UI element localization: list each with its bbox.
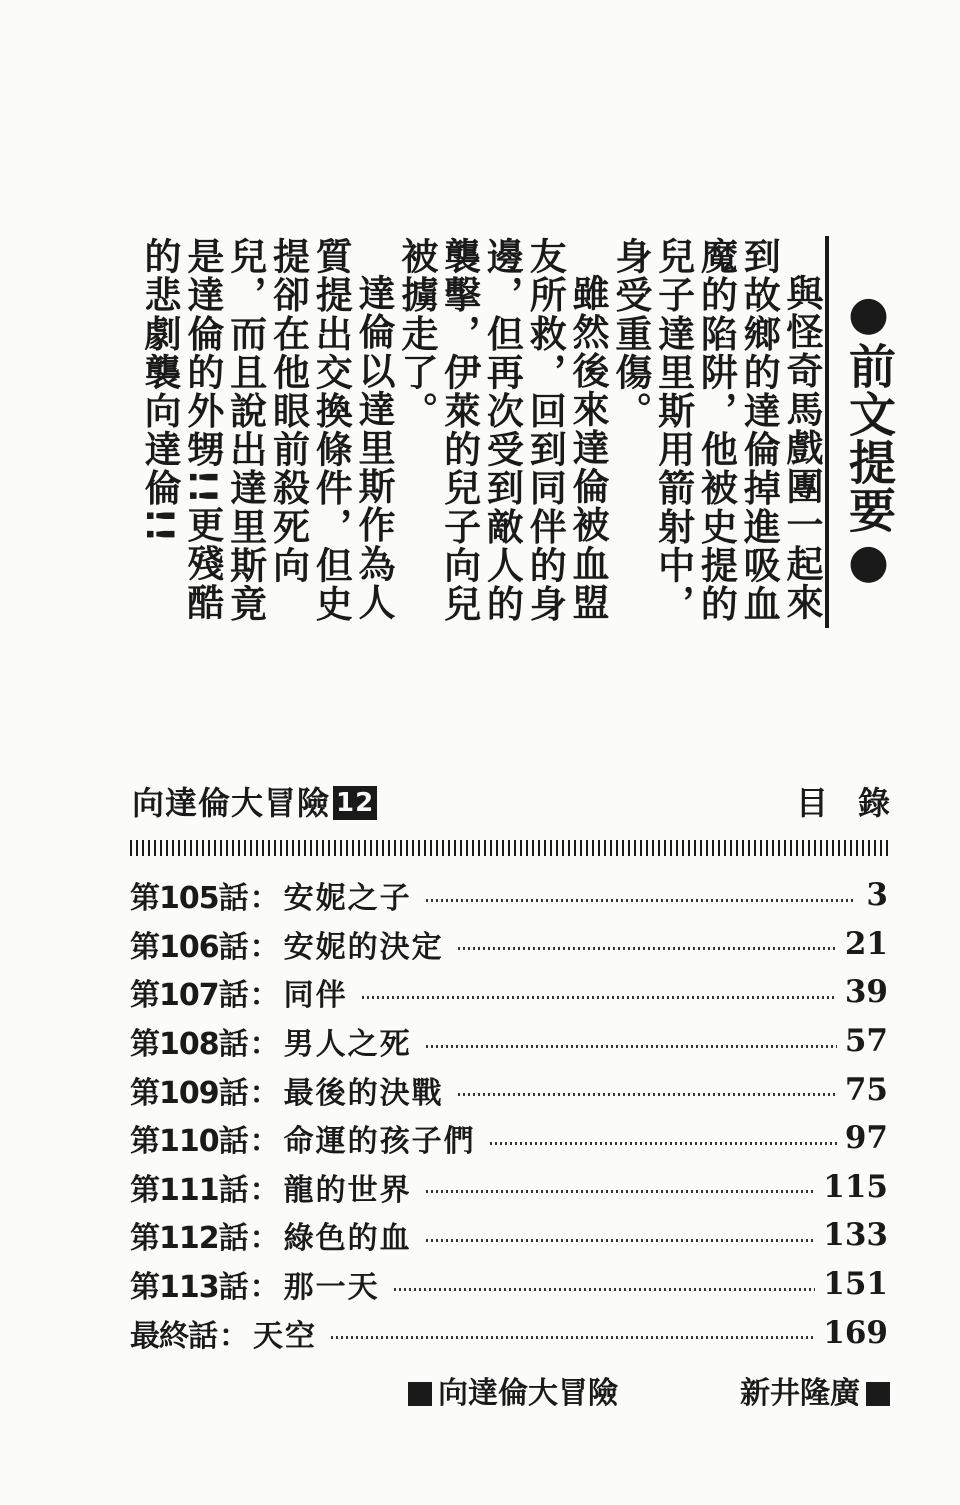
book-title-text: 向達倫大冒險 — [132, 784, 331, 822]
toc-leader-dots — [426, 1239, 816, 1242]
toc-leader-dots — [426, 1045, 837, 1048]
toc-entry-number: 第111話 — [130, 1172, 248, 1208]
toc-entry-separator: ： — [249, 929, 280, 965]
toc-entry-number: 第106話 — [130, 929, 248, 965]
toc-leader-dots — [394, 1288, 816, 1291]
toc-list — [130, 871, 888, 1357]
toc-entry-name: 命運的孩子們 — [283, 1124, 476, 1160]
toc-entry-separator: ： — [249, 1124, 280, 1160]
toc-entry[interactable] — [130, 871, 888, 920]
toc-leader-dots — [426, 1190, 816, 1193]
footer — [408, 1372, 890, 1416]
toc-leader-dots — [426, 899, 856, 902]
toc-entry-page: 151 — [823, 1266, 888, 1303]
toc-entry-name: 天空 — [253, 1318, 317, 1354]
toc-entry-name: 男人之死 — [283, 1027, 412, 1063]
toc-entry-separator: ： — [249, 1270, 280, 1306]
toc-header — [132, 778, 920, 828]
toc-entry-page: 3 — [866, 877, 888, 914]
toc-entry-separator: ： — [249, 978, 280, 1014]
book-title — [132, 778, 377, 828]
toc-entry-separator: ： — [249, 1172, 280, 1208]
toc-title: 目錄 — [795, 784, 920, 822]
toc-entry-name: 最後的決戰 — [283, 1075, 444, 1111]
toc-entry-page: 75 — [844, 1071, 888, 1108]
toc-entry[interactable] — [130, 1308, 888, 1357]
toc-entry[interactable] — [130, 968, 888, 1017]
toc-entry-number: 第107話 — [130, 978, 248, 1014]
toc-entry-number: 第108話 — [130, 1027, 248, 1063]
toc-entry[interactable] — [130, 1114, 888, 1163]
toc-entry-name: 安妮之子 — [283, 881, 412, 917]
toc-entry-name: 同伴 — [283, 978, 348, 1014]
toc-divider — [130, 840, 888, 856]
toc-leader-dots — [362, 996, 837, 999]
square-bullet-icon — [866, 1382, 890, 1406]
toc-leader-dots — [458, 947, 837, 950]
toc-entry[interactable] — [130, 920, 888, 969]
toc-entry-number: 最終話 — [130, 1318, 217, 1354]
synopsis-paragraph-3: 達倫以達里斯作為人質提出交換條件，但史提卻在他眼前殺死向兒，而且說出達里斯竟是達倫的外甥!!更殘酷的悲劇襲向達倫!! — [138, 237, 396, 623]
toc-entry-page: 21 — [844, 925, 888, 962]
toc-entry-name: 安妮的決定 — [283, 929, 444, 965]
toc-entry-page: 39 — [844, 974, 888, 1011]
toc-entry-separator: ： — [219, 1318, 249, 1354]
toc-entry-name: 龍的世界 — [283, 1172, 412, 1208]
toc-entry-separator: ： — [249, 1027, 280, 1063]
toc-entry[interactable] — [130, 1017, 888, 1066]
toc-entry-number: 第110話 — [130, 1124, 248, 1160]
synopsis-heading: ●前文提要● — [841, 286, 896, 590]
toc-entry[interactable] — [130, 1260, 888, 1309]
synopsis-paragraph-1: 與怪奇馬戲團一起來到故鄉的達倫掉進吸血魔的陷阱，他被史提的兒子達里斯用箭射中，身受重傷。 — [608, 237, 823, 623]
footer-author-name: 新井隆廣 — [740, 1376, 860, 1411]
toc-entry-page: 57 — [844, 1023, 888, 1060]
volume-badge: 12 — [333, 786, 377, 820]
toc-entry-page: 169 — [823, 1314, 888, 1351]
toc-entry-page: 115 — [823, 1168, 888, 1205]
toc-entry-number: 第113話 — [130, 1270, 248, 1306]
footer-series — [408, 1372, 618, 1416]
toc-entry[interactable] — [130, 1163, 888, 1212]
toc-entry-separator: ： — [249, 1075, 280, 1111]
toc-entry-name: 綠色的血 — [283, 1221, 412, 1257]
footer-series-title: 向達倫大冒險 — [438, 1376, 618, 1411]
synopsis-divider — [825, 236, 829, 628]
toc-entry-page: 133 — [823, 1217, 888, 1254]
toc-entry-number: 第112話 — [130, 1221, 248, 1257]
toc-entry-separator: ： — [249, 1221, 280, 1257]
square-bullet-icon — [408, 1382, 432, 1406]
toc-leader-dots — [490, 1142, 837, 1145]
toc-entry[interactable] — [130, 1065, 888, 1114]
toc-entry-number: 第109話 — [130, 1075, 248, 1111]
toc-entry-number: 第105話 — [130, 881, 248, 917]
footer-author — [740, 1372, 890, 1416]
toc-entry[interactable] — [130, 1211, 888, 1260]
toc-leader-dots — [331, 1336, 815, 1339]
toc-entry-name: 那一天 — [283, 1270, 380, 1306]
toc-entry-separator: ： — [249, 881, 280, 917]
synopsis-body — [138, 237, 823, 637]
synopsis-paragraph-2: 雖然後來達倫被血盟友所救，回到同伴的身邊，但再次受到敵人的襲擊，伊萊的兒子向兒被擄走了。 — [394, 237, 610, 623]
toc-entry-page: 97 — [844, 1120, 888, 1157]
toc-leader-dots — [458, 1093, 837, 1096]
